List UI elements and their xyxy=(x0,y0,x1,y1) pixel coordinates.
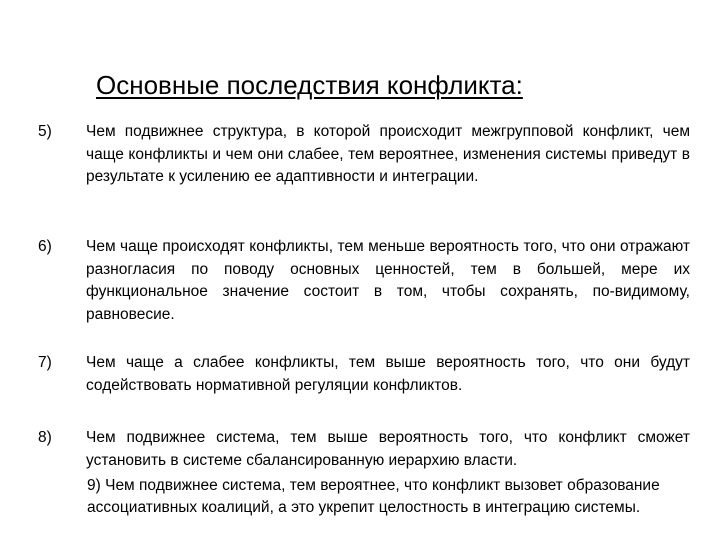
slide-title: Основные последствия конфликта: xyxy=(96,70,523,100)
list-item-content: Чем чаще а слабее конфликты, тем выше вероятность того, что они будут содействовать нормативной регуляции конфликтов. xyxy=(86,354,690,394)
list-item-number: 5) xyxy=(38,123,52,140)
list-item-text xyxy=(38,427,690,472)
list-item-number: 7) xyxy=(38,354,52,371)
list-item-number: 8) xyxy=(38,429,52,446)
list-item-8 xyxy=(38,427,690,472)
list-item-number: 9) xyxy=(87,477,101,494)
list-item-text xyxy=(38,352,690,397)
list-item-text xyxy=(38,236,690,326)
list-item-7 xyxy=(38,352,690,397)
list-item-number: 6) xyxy=(38,238,52,255)
list-item-content: Чем подвижнее система, тем вероятнее, что конфликт вызовет образование ассоциативных коалиций, а это укрепит целостность в интеграцию системы. xyxy=(87,477,660,516)
list-item-text xyxy=(38,121,690,189)
list-item-content: Чем чаще происходят конфликты, тем меньше вероятность того, что они отражают разногласия по поводу основных ценностей, тем в большей, мере их функциональное значение состоит в том, чтобы сохранять, по-видимому, равновесие. xyxy=(86,238,690,323)
list-item-content: Чем подвижнее система, тем выше вероятность того, что конфликт сможет установить в системе сбалансированную иерархию власти. xyxy=(86,429,690,469)
list-item-content: Чем подвижнее структура, в которой происходит межгрупповой конфликт, чем чаще конфликты и чем они слабее, тем вероятнее, изменения системы приведут в результате к усилению ее адаптивности и интеграции. xyxy=(86,123,690,186)
list-item-9 xyxy=(87,475,690,519)
list-item-6 xyxy=(38,236,690,326)
list-item-5 xyxy=(38,121,690,189)
